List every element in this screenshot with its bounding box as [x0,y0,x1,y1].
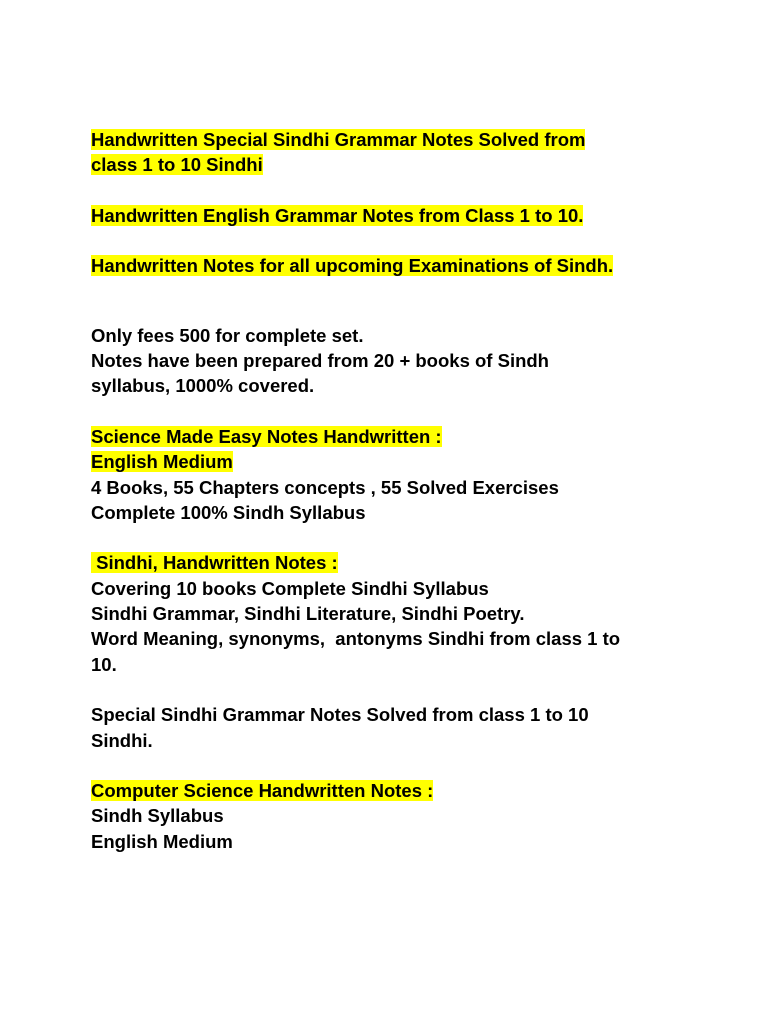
highlight: Science Made Easy Notes Handwritten : [91,425,442,447]
all-exams-notes [91,253,691,278]
spacer [91,178,691,203]
science-heading [91,424,691,449]
spacer [91,279,691,323]
sindhi-word-meaning-line2: 10. [91,653,117,675]
highlight: Handwritten Notes for all upcoming Examinations of Sindh. [91,255,614,277]
science-medium [91,449,691,474]
science-books: 4 Books, 55 Chapters concepts , 55 Solved Exercises [91,476,559,498]
sindhi-grammar-notes-line2 [91,152,691,177]
prepared-text-line1: Notes have been prepared from 20 + books of Sindh [91,350,549,372]
highlight: Sindhi, Handwritten Notes : [91,552,338,574]
sindhi-heading [91,550,691,575]
special-notes-line2: Sindhi. [91,729,153,751]
highlight: English Medium [91,451,233,473]
spacer [91,228,691,253]
highlight: class 1 to 10 Sindhi [91,154,263,176]
sindhi-covering: Covering 10 books Complete Sindhi Syllabus [91,577,489,599]
prepared-text-line2: syllabus, 1000% covered. [91,375,315,397]
sindhi-grammar-notes-line1 [91,127,691,152]
highlight: Handwritten Special Sindhi Grammar Notes Solved from [91,129,586,150]
spacer [91,399,691,424]
spacer [91,525,691,550]
sindhi-topics: Sindhi Grammar, Sindhi Literature, Sindhi Poetry. [91,603,525,625]
highlight: Handwritten English Grammar Notes from Class 1 to 10. [91,204,584,226]
computer-syllabus: Sindh Syllabus [91,805,224,827]
sindhi-word-meaning-line1: Word Meaning, synonyms, antonyms Sindhi from class 1 to [91,628,621,650]
english-grammar-notes [91,203,691,228]
document-page [91,127,691,854]
fees-text: Only fees 500 for complete set. [91,324,364,346]
highlight: Computer Science Handwritten Notes : [91,780,434,802]
spacer [91,677,691,702]
computer-medium: English Medium [91,830,233,852]
spacer [91,753,691,778]
science-coverage: Complete 100% Sindh Syllabus [91,501,366,523]
special-notes-line1: Special Sindhi Grammar Notes Solved from class 1 to 10 [91,704,589,726]
computer-heading [91,778,691,803]
